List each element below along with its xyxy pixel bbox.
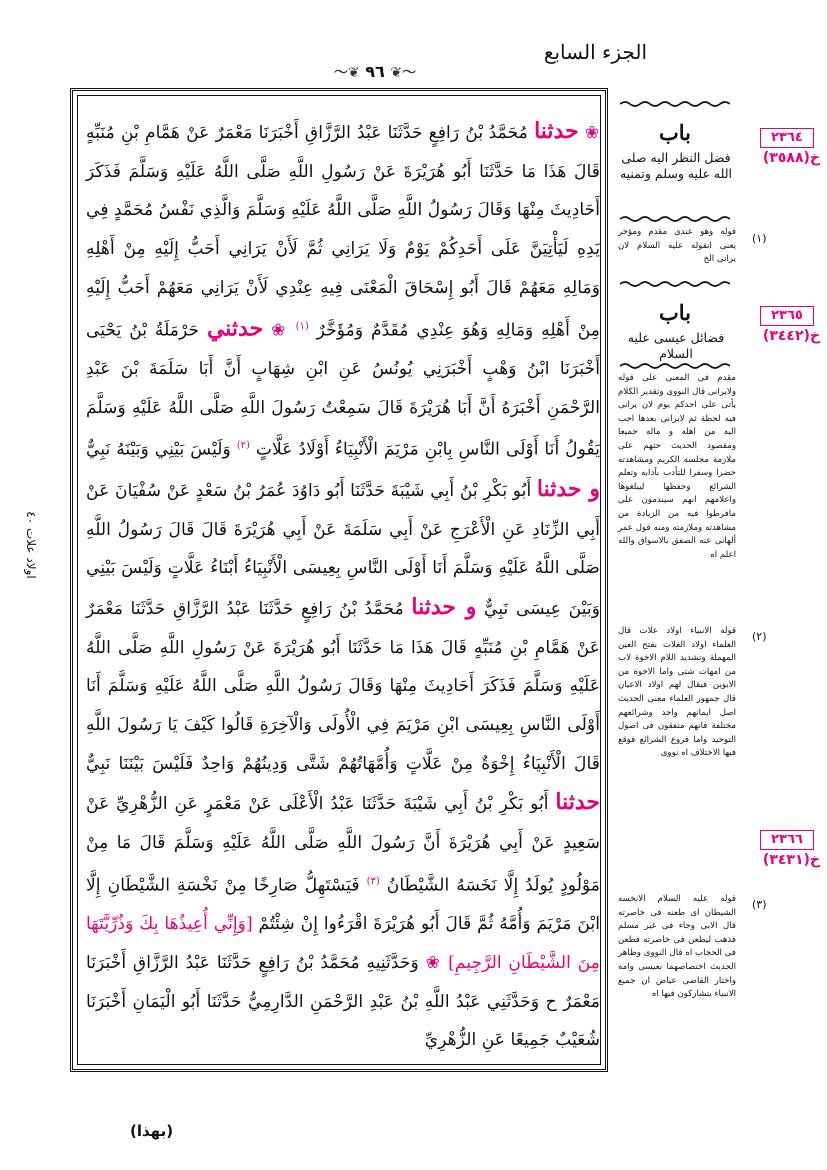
left-margin-note	[20, 470, 42, 620]
bukhari-ref-1: خ(٣٥٨٨)	[762, 150, 820, 166]
hadith-head-3: و حدثنا	[536, 475, 600, 502]
wavy-separator	[620, 215, 730, 223]
catchword: (بهذا)	[130, 1122, 174, 1140]
ornament-right: ❦～	[390, 65, 417, 81]
hadith-text-5: أَبُو بَكْرِ بْنُ أَبِي شَيْبَةَ حَدَّثَنَا عَبْدُ الْأَعْلَى عَنْ مَعْمَرٍ عَنِ الزُّهْرِيِّ عَنْ سَعِيدٍ عَنْ أَبِي هُرَيْرَةَ أَنَّ رَسُولَ اللَّهِ صَلَّى اللَّهُ عَلَيْهِ وَسَلَّمَ قَالَ مَا مِنْ مَوْلُودٍ يُولَدُ إِلَّا نَخَسَهُ الشَّيْطَانُ	[86, 794, 601, 896]
bukhari-ref-2: خ(٣٤٤٢)	[762, 328, 820, 344]
page-number-header	[300, 62, 450, 82]
chapter-label-2: باب	[658, 300, 691, 325]
chapter-label-1: باب	[658, 120, 691, 145]
chapter-heading-2: فضائل عيسى عليه السلام	[627, 330, 725, 361]
footnote-ref-1: (١)	[295, 320, 309, 332]
main-hadith-text	[86, 112, 600, 1060]
hadith-number-3: ٢٣٦٦	[760, 830, 814, 850]
flower-mark: ❀	[425, 952, 442, 973]
left-margin-note-text: اولاد علات ٤٠	[24, 511, 38, 579]
volume-label: الجزء السابع	[543, 40, 647, 64]
page-number: ٩٦	[365, 62, 385, 81]
hadith-text-2b: وَلَيْسَ بَيْنِي وَبَيْنَهُ نَبِيٌّ	[86, 440, 231, 461]
note-number-3: (٣)	[752, 898, 767, 911]
note-3: قوله عليه السلام الانخسه الشيطان اى طعنه فى خاصرته قال الابى وجاء فى غير مسلم فذهب ليطعن فى خاصرته فطعن فى الحجاب اه قال النووى وظاهر الحديث اختصاصهما بعيسى وامه واختار القاضى عياض ان جميع الانبياء يتشاركون فيها اه	[618, 894, 736, 1000]
hadith-head-1: حدثنا	[534, 118, 579, 144]
wavy-separator	[620, 362, 730, 370]
hadith-head-4: و حدثنا	[411, 593, 477, 620]
footnote-ref-3: (٣)	[366, 875, 380, 887]
footnote-ref-2: (٢)	[236, 440, 250, 452]
hadith-text-4: مُحَمَّدُ بْنُ رَافِعٍ حَدَّثَنَا عَبْدُ الرَّزَّاقِ حَدَّثَنَا مَعْمَرٌ عَنْ هَمَّامِ بْنِ مُنَبِّهٍ قَالَ هَذَا مَا حَدَّثَنَا أَبُو هُرَيْرَةَ عَنْ رَسُولِ اللَّهِ صَلَّى اللَّهُ عَلَيْهِ وَسَلَّمَ فَذَكَرَ أَحَادِيثَ مِنْهَا وَقَالَ رَسُولُ اللَّهِ صَلَّى اللَّهُ عَلَيْهِ وَسَلَّمَ أَنَا أَوْلَى النَّاسِ بِعِيسَى ابْنِ مَرْيَمَ فِي الْأُولَى وَالْآخِرَةِ قَالُوا كَيْفَ يَا رَسُولَ اللَّهِ قَالَ الْأَنْبِيَاءُ إِخْوَةٌ مِنْ عَلَّاتٍ وَأُمَّهَاتُهُمْ شَتَّى وَدِينُهُمْ وَاحِدٌ فَلَيْسَ بَيْنَنَا نَبِيٌّ	[86, 598, 600, 774]
note-1-continued: مقدم فى المعنى على قوله ولايرانى قال النووى وتقدير الكلام يأتى على احدكم يوم لان يرانى فيه لحظة ثم لايرانى بعدها احب اليه من اهله و ماله جميعا ومقصود الحديث حثهم على ملازمة مجلسه الكريم ومشاهدته حضرا وسفرا للتأدب بآدابه وتعلم الشرائع وحفظها ليبلغوها واعلامهم انهم سيندمون على مافرطوا فيه من الزيادة من مشاهدته وملازمته ومنه قول عمر ألهانى عنه الصفق بالاسواق والله اعلم اه	[618, 373, 736, 560]
hadith-head-5: حدثنا	[555, 789, 600, 816]
hadith-text-3: أَبُو بَكْرِ بْنُ أَبِي شَيْبَةَ حَدَّثَنَا أَبُو دَاوُدَ عُمَرُ بْنُ سَعْدٍ عَنْ سُفْيَانَ عَنْ أَبِي الزِّنَادِ عَنِ الْأَعْرَجِ عَنْ أَبِي سَلَمَةَ عَنْ أَبِي هُرَيْرَةَ قَالَ قَالَ رَسُولُ اللَّهِ صَلَّى اللَّهُ عَلَيْهِ وَسَلَّمَ أَنَا أَوْلَى النَّاسِ بِعِيسَى الْأَنْبِيَاءُ أَبْنَاءُ عَلَّاتٍ وَلَيْسَ بَيْنِي وَبَيْنَ عِيسَى نَبِيٌّ	[86, 480, 600, 619]
hadith-text-2: حَرْمَلَةُ بْنُ يَحْيَى أَخْبَرَنَا ابْنُ وَهْبٍ أَخْبَرَنِي يُونُسُ عَنِ ابْنِ شِهَابٍ أَنَّ أَبَا سَلَمَةَ بْنَ عَبْدِ الرَّحْمَنِ أَخْبَرَهُ أَنَّ أَبَا هُرَيْرَةَ قَالَ سَمِعْتُ رَسُولَ اللَّهِ صَلَّى اللَّهُ عَلَيْهِ وَسَلَّمَ يَقُولُ أَنَا أَوْلَى النَّاسِ بِابْنِ مَرْيَمَ الْأَنْبِيَاءُ أَوْلَادُ عَلَّاتٍ	[86, 320, 600, 461]
flower-mark: ❀	[584, 123, 601, 143]
bukhari-ref-3: خ(٣٤٣١)	[762, 852, 820, 868]
chapter-heading-1: فضل النظر اليه صلى الله عليه وسلم وتمنيه	[619, 150, 733, 181]
hadith-text-6: وَحَدَّثَنِيهِ مُحَمَّدُ بْنُ رَافِعٍ حَدَّثَنَا عَبْدُ الرَّزَّاقِ أَخْبَرَنَا مَعْمَرٌ ح وَحَدَّثَنِي عَبْدُ اللَّهِ بْنُ عَبْدِ الرَّحْمَنِ الدَّارِمِيُّ حَدَّثَنَا أَبُو الْيَمَانِ أَخْبَرَنَا شُعَيْبٌ جَمِيعًا عَنِ الزُّهْرِيِّ	[86, 952, 600, 1051]
note-number-1: (١)	[752, 232, 767, 245]
wavy-separator	[620, 280, 730, 288]
hadith-head-2: حدثني	[206, 315, 264, 342]
wavy-separator	[620, 100, 730, 108]
quran-verse: [وَإِنِّي أُعِيذُهَا بِكَ وَذُرِّيَّتَهَا مِنَ الشَّيْطَانِ الرَّجِيمِ]	[86, 914, 601, 973]
flower-mark: ❀	[271, 320, 288, 341]
note-2: قوله الانبياء اولاد علات قال العلماء اولاد العلات بفتح العين المهملة وتشديد اللام الاخوة لاب من امهات شتى واما الاخوة من الابوين فيقال لهم اولاد الاعيان قال جمهور العلماء معنى الحديث اصل ايمانهم واحد وشرائعهم مختلفة فانهم متفقون فى اصول التوحيد واما فروع الشرائع فوقع فيها الاختلاف اه نووى	[618, 626, 736, 759]
hadith-number-2: ٢٣٦٥	[760, 306, 814, 326]
note-number-2: (٢)	[752, 630, 767, 643]
hadith-text-1: مُحَمَّدُ بْنُ رَافِعٍ حَدَّثَنَا عَبْدُ الرَّزَّاقِ أَخْبَرَنَا مَعْمَرٌ عَنْ هَمَّامِ بْنِ مُنَبِّهٍ قَالَ هَذَا مَا حَدَّثَنَا أَبُو هُرَيْرَةَ عَنْ رَسُولِ اللَّهِ صَلَّى اللَّهُ عَلَيْهِ وَسَلَّمَ فَذَكَرَ أَحَادِيثَ مِنْهَا وَقَالَ رَسُولُ اللَّهِ صَلَّى اللَّهُ عَلَيْهِ وَسَلَّمَ وَالَّذِي نَفْسُ مُحَمَّدٍ فِي يَدِهِ لَيَأْتِيَنَّ عَلَى أَحَدِكُمْ يَوْمٌ وَلَا يَرَانِي ثُمَّ لَأَنْ يَرَانِي أَحَبُّ إِلَيْهِ مِنْ أَهْلِهِ وَمَالِهِ مَعَهُمْ قَالَ أَبُو إِسْحَاقَ الْمَعْنَى فِيهِ عِنْدِي لَأَنْ يَرَانِي مَعَهُمْ أَحَبُّ إِلَيْهِ مِنْ أَهْلِهِ وَمَالِهِ وَهُوَ عِنْدِي مُقَدَّمٌ وَمُؤَخَّرٌ	[86, 123, 601, 341]
hadith-text-5b: فَيَسْتَهِلُّ صَارِخًا مِنْ نَخْسَةِ الشَّيْطَانِ إِلَّا ابْنَ مَرْيَمَ وَأُمَّهُ ثُمَّ قَالَ أَبُو هُرَيْرَةَ اقْرَءُوا إِنْ شِئْتُمْ	[86, 875, 601, 935]
note-1: قوله وهو عندى مقدم ومؤخر يعنى انقوله عليه السلام لان يرانى الخ	[618, 227, 736, 265]
ornament-left: ～❦	[333, 65, 360, 81]
hadith-number-1: ٢٣٦٤	[760, 128, 814, 148]
